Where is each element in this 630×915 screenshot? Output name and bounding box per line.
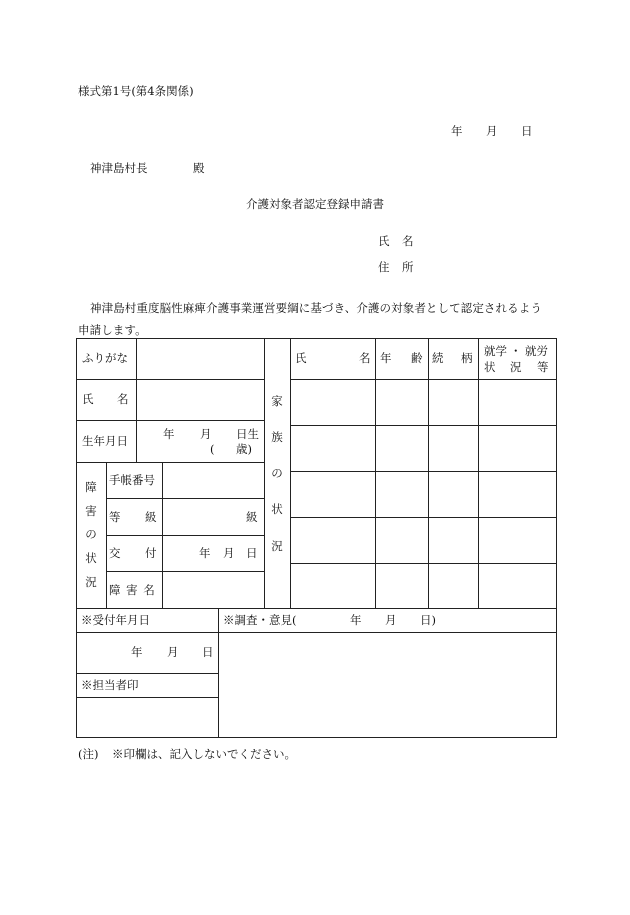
family-char-1: 家 [271,394,283,408]
family-char-5: 況 [271,538,283,553]
issue-char-1: 交 [109,546,121,560]
date-year-label: 年 [451,124,463,138]
staff-seal-label: ※担当者印 [81,678,139,692]
family-relation-char-2: 柄 [461,351,473,365]
disability-name-label: 障 害 名 [109,583,156,597]
family-char-3: の [271,466,283,481]
form-number: 様式第1号(第4条関係) [78,84,194,98]
name-label-char-1: 氏 [82,392,94,406]
birthdate-label: 生年月日 [82,434,128,448]
age-label: 歳) [236,442,252,456]
investigation-day-label: 日) [420,613,436,627]
addressee: 神津島村長 [90,161,148,175]
honorific: 殿 [193,161,205,175]
issue-year-label: 年 [199,546,211,560]
receipt-day-label: 日 [202,645,214,659]
receipt-date-label: ※受付年月日 [81,613,150,627]
receipt-year-label: 年 [131,645,143,659]
disability-char-1: 障 [85,480,97,494]
family-row[interactable] [291,518,556,562]
family-name-char-1: 氏 [295,351,307,365]
family-work-l2-1: 状 [484,360,496,374]
note-label: (注) [78,747,99,761]
family-row[interactable] [291,426,556,470]
investigation-label: ※調査・意見( [223,613,297,627]
grade-char-1: 等 [109,510,121,524]
family-work-l1-3: 就労 [525,344,548,358]
disability-char-2: 害 [85,503,97,518]
intro-line-2: 申請します。 [78,323,147,337]
investigation-year-label: 年 [350,613,362,627]
disability-char-4: 状 [85,550,97,565]
family-name-char-2: 名 [359,351,371,365]
intro-paragraph [78,297,558,341]
name-label-char-2: 名 [117,392,129,406]
issue-day-label: 日 [246,546,258,560]
family-char-4: 状 [271,502,283,517]
applicant-address-char-1: 住 [378,260,390,274]
family-status-label [270,396,284,552]
document-title: 介護対象者認定登録申請書 [246,197,384,211]
birth-day-label: 日生 [236,427,259,441]
family-row[interactable] [291,472,556,516]
disability-char-5: 況 [85,574,97,589]
handbook-number-label: 手帳番号 [109,473,155,487]
issue-char-2: 付 [145,546,157,560]
date-month-label: 月 [486,124,498,138]
investigation-month-label: 月 [385,613,397,627]
family-row[interactable] [291,564,556,607]
applicant-address-char-2: 所 [402,260,414,274]
family-row[interactable] [291,380,556,424]
family-relation-char-1: 続 [432,351,444,365]
grade-unit: 級 [246,510,258,524]
family-age-char-2: 齢 [411,351,423,365]
note-text: ※印欄は、記入しないでください。 [112,747,296,761]
disability-status-label [84,482,98,588]
birth-month-label: 月 [200,427,212,441]
birth-year-label: 年 [163,427,175,441]
family-work-l1-2: ・ [510,344,522,358]
family-age-char-1: 年 [380,351,392,365]
disability-char-3: の [85,527,97,542]
family-char-2: 族 [271,430,283,445]
applicant-name-char-2: 名 [402,234,414,248]
applicant-name-char-1: 氏 [378,234,390,248]
date-day-label: 日 [521,124,533,138]
family-work-l1-1: 就学 [484,344,507,358]
issue-month-label: 月 [223,546,235,560]
age-open-paren: ( [210,442,215,456]
furigana-label: ふりがな [82,351,128,365]
family-work-l2-3: 等 [537,360,549,374]
family-work-l2-2: 況 [510,360,522,374]
receipt-month-label: 月 [167,645,179,659]
intro-line-1: 神津島村重度脳性麻痺介護事業運営要綱に基づき、介護の対象者として認定されるよう [90,301,542,315]
grade-char-2: 級 [145,510,157,524]
